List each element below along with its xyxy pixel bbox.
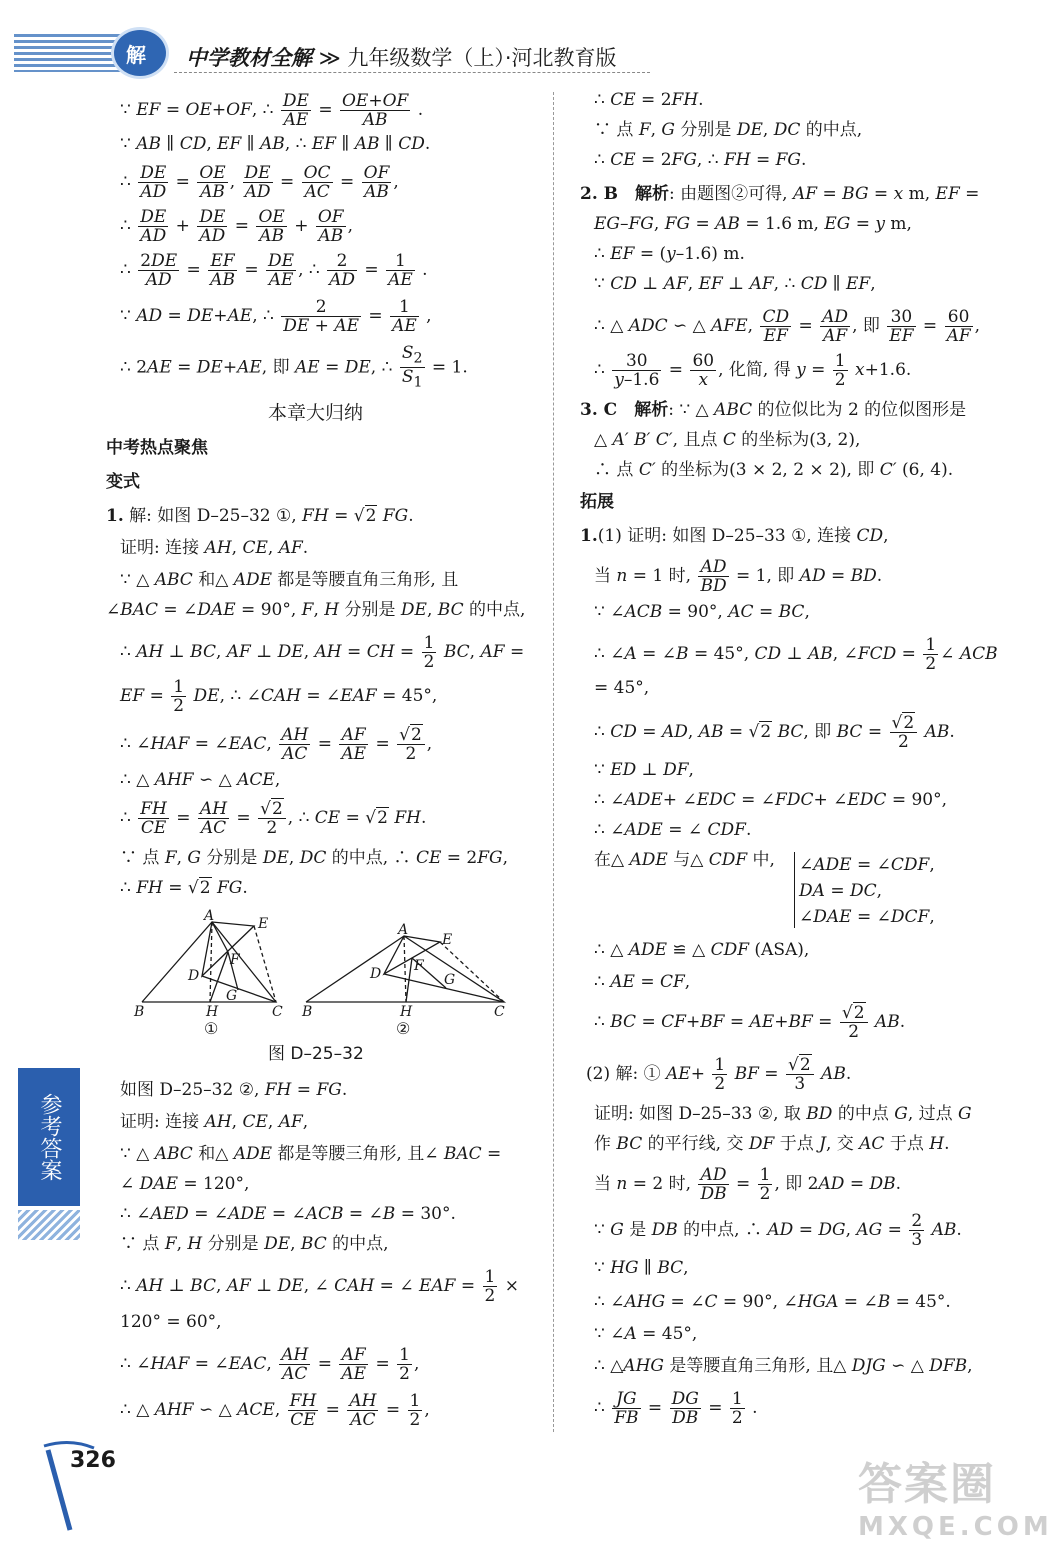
line-af-1 bbox=[212, 922, 228, 952]
triangle-ade-1 bbox=[202, 922, 254, 976]
text-line: ∴ FH = √2 FG. bbox=[120, 878, 248, 898]
line-ce-1 bbox=[254, 926, 276, 1002]
labels-one bbox=[133, 908, 283, 1020]
text-line: ∵ G 是 DB 的中点, ∴ AD = DG, AG = $\frac{2}{3}$ AB. bbox=[594, 1211, 962, 1250]
text-line: ∴ CE = 2FG, ∴ FH = FG. bbox=[594, 150, 807, 170]
svg-text:D: D bbox=[188, 968, 200, 984]
text-line: 2. B 解析: 由题图②可得, AF = BG = x m, EF = bbox=[580, 184, 980, 204]
text-line: 在△ ADE 与△ CDF 中, bbox=[594, 850, 775, 870]
svg-text:C: C bbox=[494, 1004, 505, 1020]
svg-text:B: B bbox=[134, 1004, 145, 1020]
svg-text:F: F bbox=[230, 952, 240, 968]
text-line: ∴ $\frac{FH}{CE}$ = $\frac{AH}{AC}$ = $\frac{√2}{2}$ , ∴ CE = √2 FH. bbox=[120, 799, 427, 838]
text-line: ∴ CD = AD, AB = √2 BC, 即 BC = $\frac{√2}{2}$ AB. bbox=[594, 713, 955, 752]
figure-caption: 图 D–25–32 bbox=[268, 1044, 364, 1064]
text-line: ∴ $\frac{2DE}{AD}$ = $\frac{EF}{AB}$ = $\frac{DE}{AE}$ , ∴ $\frac{2}{AD}$ = $\frac{1}{AE}$ . bbox=[120, 251, 428, 290]
text-line: EG–FG, FG = AB = 1.6 m, EG = y m, bbox=[594, 214, 912, 234]
text-line: ∵ 点 F, H 分别是 DE, BC 的中点, bbox=[120, 1234, 389, 1254]
side-tab-answers: 参考答案 bbox=[18, 1068, 80, 1206]
text-line: △ A′ B′ C′, 且点 C 的坐标为(3, 2), bbox=[594, 430, 861, 450]
text-line: (2) 解: ① AE+ $\frac{1}{2}$ BF = $\frac{√2}{3}$ AB. bbox=[586, 1055, 852, 1094]
brace-group: ∠ADE = ∠CDF, DA = DC, ∠DAE = ∠DCF, bbox=[794, 852, 935, 928]
text-line: ∴ ∠AED = ∠ADE = ∠ACB = ∠B = 30°. bbox=[120, 1204, 456, 1224]
text-line: ∴ $\frac{DE}{AD}$ + $\frac{DE}{AD}$ = $\frac{OE}{AB}$ + $\frac{OF}{AB}$ , bbox=[120, 207, 354, 246]
header-title: 中学教材全解 ≫ 九年级数学（上）·河北教育版 bbox=[186, 46, 617, 70]
figure-one bbox=[142, 922, 276, 1002]
text-line: 当 n = 2 时, $\frac{AD}{DB}$ = $\frac{1}{2}$ , 即 2AD = DB. bbox=[594, 1165, 902, 1204]
svg-text:H: H bbox=[400, 1004, 413, 1020]
text-line: ∴ 2AE = DE+AE, 即 AE = DE, ∴ $\frac{S_2}{S_1}$ = 1. bbox=[120, 343, 468, 391]
figure-label-two: ② bbox=[396, 1019, 411, 1038]
text-line: ∵ AD = DE+AE, ∴ $\frac{2}{DE + AE}$ = $\frac{1}{AE}$ , bbox=[120, 297, 432, 336]
text-line: ∴ $\frac{30}{y-1.6}$ = $\frac{60}{x}$ , 化简, 得 y = $\frac{1}{2}$ x+1.6. bbox=[594, 351, 912, 390]
text-line: ∴ ∠ADE = ∠ CDF. bbox=[594, 820, 752, 840]
text-line: 作 BC 的平行线, 交 DF 于点 J, 交 AC 于点 H. bbox=[594, 1134, 950, 1154]
text-line: ∴ BC = CF+BF = AE+BF = $\frac{√2}{2}$ AB. bbox=[594, 1003, 906, 1042]
svg-text:F: F bbox=[414, 958, 424, 974]
heading-variant: 变式 bbox=[106, 472, 140, 492]
svg-text:C: C bbox=[272, 1004, 283, 1020]
header bbox=[14, 28, 664, 92]
text-line: ∴ △ ADE ≌ △ CDF (ASA), bbox=[594, 940, 810, 960]
text-line: 证明: 连接 AH, CE, AF, bbox=[120, 1112, 309, 1132]
text-line: ∵ ∠A = 45°, bbox=[594, 1324, 698, 1344]
text-line: ∴ $\frac{JG}{FB}$ = $\frac{DG}{DB}$ = $\frac{1}{2}$ . bbox=[594, 1389, 758, 1428]
text-line: ∴ ∠A = ∠B = 45°, CD ⊥ AB, ∠FCD = $\frac{1}{2}$ ∠ ACB bbox=[594, 635, 998, 674]
triangle-abc-2 bbox=[306, 936, 504, 1002]
text-line: ∴ 点 C′ 的坐标为(3 × 2, 2 × 2), 即 C′ (6, 4). bbox=[594, 460, 954, 480]
text-line: ∴ △AHG 是等腰直角三角形, 且△ DJG ∽ △ DFB, bbox=[594, 1356, 973, 1376]
text-line: 1.(1) 证明: 如图 D–25–33 ①, 连接 CD, bbox=[580, 526, 889, 546]
svg-text:D: D bbox=[370, 966, 382, 982]
text-line: ∵ ED ⊥ DF, bbox=[594, 760, 694, 780]
geometry-figure bbox=[128, 908, 528, 1072]
text-line: ∠ DAE = 120°, bbox=[120, 1174, 250, 1194]
heading-hot: 中考热点聚焦 bbox=[106, 438, 208, 458]
text-line: 3. C 解析: ∵ △ ABC 的位似比为 2 的位似图形是 bbox=[580, 400, 967, 420]
text-line: ∴ ∠HAF = ∠EAC, $\frac{AH}{AC}$ = $\frac{AF}{AE}$ = $\frac{√2}{2}$ , bbox=[120, 725, 433, 764]
text-line: ∴ CE = 2FH. bbox=[594, 90, 704, 110]
text-line: ∵ △ ABC 和△ ADE 都是等腰三角形, 且∠ BAC = bbox=[120, 1144, 502, 1164]
text-line: EF = $\frac{1}{2}$ DE, ∴ ∠CAH = ∠EAF = 45°, bbox=[120, 677, 438, 716]
text-line: ∵ △ ABC 和△ ADE 都是等腰直角三角形, 且 bbox=[120, 570, 459, 590]
svg-text:A: A bbox=[398, 922, 409, 938]
text-line: ∵ AB ∥ CD, EF ∥ AB, ∴ EF ∥ AB ∥ CD. bbox=[120, 134, 431, 154]
watermark: 答案圈 MXQE.COM bbox=[858, 1459, 1053, 1542]
figure-label-one: ① bbox=[204, 1019, 219, 1038]
text-line: ∴ △ AHF ∽ △ ACE, bbox=[120, 770, 281, 790]
text-line: 如图 D–25–32 ②, FH = FG. bbox=[120, 1080, 348, 1100]
text-line: ∴ EF = (y–1.6) m. bbox=[594, 244, 745, 264]
text-line: ∴ AH ⊥ BC, AF ⊥ DE, AH = CH = $\frac{1}{2}$ BC, AF = bbox=[120, 633, 525, 672]
text-line: 120° = 60°, bbox=[120, 1312, 222, 1332]
text-line: ∴ $\frac{DE}{AD}$ = $\frac{OE}{AB}$ , $\frac{DE}{AD}$ = $\frac{OC}{AC}$ = $\frac{OF}{AB}$ , bbox=[120, 163, 399, 202]
line-ah-2 bbox=[404, 936, 406, 1002]
svg-text:E: E bbox=[258, 916, 269, 932]
text-line: = 45°, bbox=[594, 678, 650, 698]
svg-text:H: H bbox=[206, 1004, 219, 1020]
text-line: 1. 解: 如图 D–25–32 ①, FH = √2 FG. bbox=[106, 506, 414, 526]
svg-text:E: E bbox=[442, 932, 453, 948]
text-line: ∴ △ ADC ∽ △ AFE, $\frac{CD}{EF}$ = $\frac{AD}{AF}$ , 即 $\frac{30}{EF}$ = $\frac{60}{AF}$ , bbox=[594, 307, 981, 346]
text-line: ∴ ∠AHG = ∠C = 90°, ∠HGA = ∠B = 45°. bbox=[594, 1292, 951, 1312]
header-divider bbox=[174, 72, 650, 73]
figure-two bbox=[306, 936, 504, 1002]
text-line: 证明: 如图 D–25–33 ②, 取 BD 的中点 G, 过点 G bbox=[594, 1104, 972, 1124]
text-line: ∴ AE = CF, bbox=[594, 972, 691, 992]
text-line: ∵ 点 F, G 分别是 DE, DC 的中点, ∴ CE = 2FG, bbox=[120, 848, 509, 868]
page-number: 326 bbox=[70, 1448, 116, 1473]
text-line: ∴ AH ⊥ BC, AF ⊥ DE, ∠ CAH = ∠ EAF = $\frac{1}{2}$ × bbox=[120, 1267, 520, 1306]
text-line: ∠BAC = ∠DAE = 90°, F, H 分别是 DE, BC 的中点, bbox=[106, 600, 526, 620]
text-line: ∴ ∠ADE+ ∠EDC = ∠FDC+ ∠EDC = 90°, bbox=[594, 790, 948, 810]
text-line: ∵ ∠ACB = 90°, AC = BC, bbox=[594, 602, 810, 622]
column-divider bbox=[553, 92, 554, 1432]
text-line: ∴ △ AHF ∽ △ ACE, $\frac{FH}{CE}$ = $\frac{AH}{AC}$ = $\frac{1}{2}$ , bbox=[120, 1391, 430, 1430]
text-line: 证明: 连接 AH, CE, AF. bbox=[120, 538, 309, 558]
svg-text:G: G bbox=[444, 972, 456, 988]
book-logo-icon: 解 bbox=[114, 30, 166, 76]
heading-extend: 拓展 bbox=[580, 492, 614, 512]
text-line: ∵ CD ⊥ AF, EF ⊥ AF, ∴ CD ∥ EF, bbox=[594, 274, 876, 294]
text-line: ∵ EF = OE+OF, ∴ $\frac{DE}{AE}$ = $\frac{OE+OF}{AB}$ . bbox=[120, 91, 424, 130]
side-stripes bbox=[18, 1210, 80, 1240]
text-line: ∴ ∠HAF = ∠EAC, $\frac{AH}{AC}$ = $\frac{AF}{AE}$ = $\frac{1}{2}$ , bbox=[120, 1345, 420, 1384]
text-line: 当 n = 1 时, $\frac{AD}{BD}$ = 1, 即 AD = BD. bbox=[594, 557, 883, 596]
svg-text:A: A bbox=[204, 908, 215, 924]
labels-two bbox=[301, 922, 505, 1020]
svg-text:G: G bbox=[226, 988, 238, 1004]
text-line: ∵ HG ∥ BC, bbox=[594, 1258, 689, 1278]
section-title: 本章大归纳 bbox=[268, 402, 364, 424]
svg-text:B: B bbox=[302, 1004, 313, 1020]
text-line: ∵ 点 F, G 分别是 DE, DC 的中点, bbox=[594, 120, 863, 140]
